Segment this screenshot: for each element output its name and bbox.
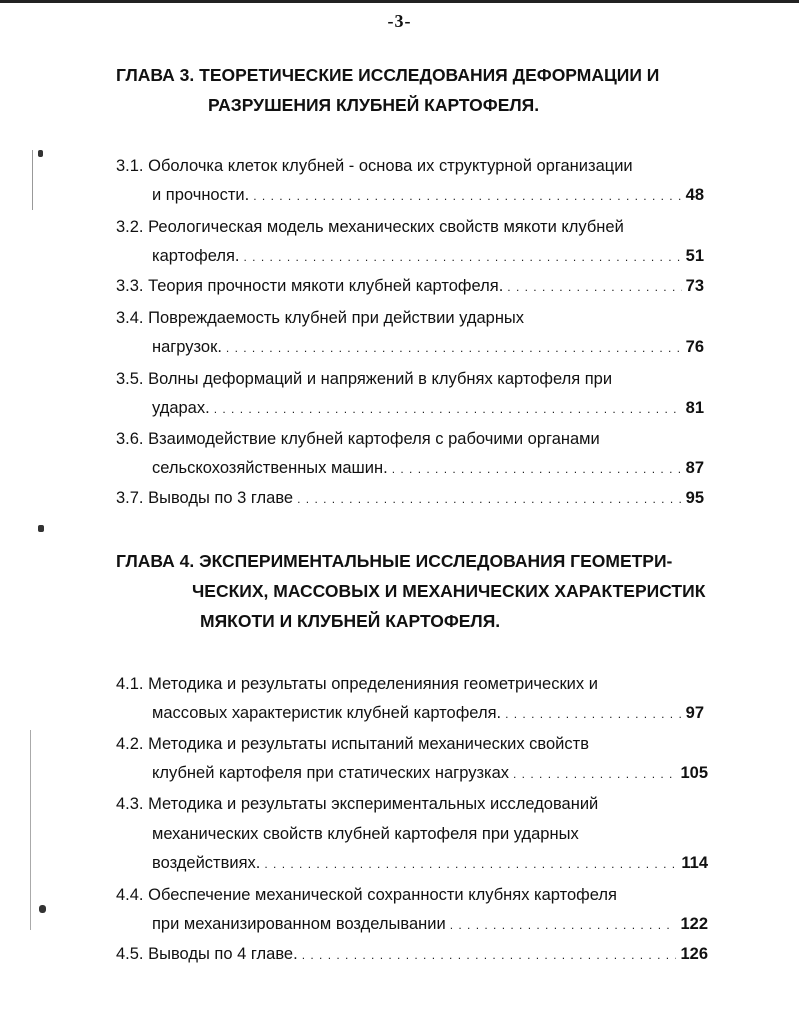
dot-leader xyxy=(392,459,682,478)
page-number: -3- xyxy=(387,11,412,31)
chapter-3-title-line-1: ГЛАВА 3. ТЕОРЕТИЧЕСКИЕ ИССЛЕДОВАНИЯ ДЕФОРМАЦИИ И xyxy=(116,65,660,85)
dot-leader xyxy=(214,399,682,418)
toc-entry-3-4-line-1: 3.4. Повреждаемость клубней при действии ударных xyxy=(116,309,525,327)
scan-line xyxy=(32,150,33,210)
toc-entry-4-2-page: 105 xyxy=(680,764,708,782)
toc-entry-4-3-line-1: 4.3. Методика и результаты экспериментальных исследований xyxy=(116,795,599,813)
toc-entry-3-1-page: 48 xyxy=(685,186,704,204)
toc-entry-4-5-label: 4.5. Выводы по 4 главе. xyxy=(116,945,298,963)
toc-entry-4-1-page: 97 xyxy=(685,704,704,722)
chapter-4-title-line-2: ЧЕСКИХ, МАССОВЫХ И МЕХАНИЧЕСКИХ ХАРАКТЕРИСТИК xyxy=(192,581,706,601)
toc-entry-3-5[interactable] xyxy=(152,399,704,419)
toc-entry-3-3-label: 3.3. Теория прочности мякоти клубней картофеля. xyxy=(116,277,504,295)
toc-entry-4-4-line-1: 4.4. Обеспечение механической сохранности клубнях картофеля xyxy=(116,886,617,904)
toc-entry-3-4-line-2: нагрузок. xyxy=(152,338,222,356)
scan-speck xyxy=(38,150,43,157)
toc-entry-3-4[interactable] xyxy=(152,338,704,358)
toc-entry-3-5-line-2: ударах. xyxy=(152,399,210,417)
dot-leader xyxy=(450,915,677,934)
toc-entry-3-6-line-1: 3.6. Взаимодействие клубней картофеля с рабочими органами xyxy=(116,430,600,448)
toc-entry-4-3-line-3: воздействиях. xyxy=(152,854,261,872)
toc-entry-4-5-page: 126 xyxy=(680,945,708,963)
toc-entry-3-1[interactable] xyxy=(152,186,704,206)
toc-entry-3-4-page: 76 xyxy=(685,338,704,356)
toc-entry-3-6-page: 87 xyxy=(685,459,704,477)
chapter-3-title-line-2: РАЗРУШЕНИЯ КЛУБНЕЙ КАРТОФЕЛЯ. xyxy=(208,95,540,115)
toc-entry-4-3-line-2: механических свойств клубней картофеля при ударных xyxy=(152,825,579,843)
toc-entry-4-2-line-2: клубней картофеля при статических нагрузках xyxy=(152,764,510,782)
toc-entry-3-7-label: 3.7. Выводы по 3 главе xyxy=(116,489,294,507)
toc-entry-4-1-line-1: 4.1. Методика и результаты определенияния геометрических и xyxy=(116,675,598,693)
toc-entry-4-4-line-2: при механизированном возделывании xyxy=(152,915,446,933)
dot-leader xyxy=(505,704,682,723)
toc-entry-4-3-page: 114 xyxy=(681,854,708,872)
toc-entry-3-1-line-2: и прочности. xyxy=(152,186,250,204)
dot-leader xyxy=(297,489,682,508)
chapter-4-title-line-3: МЯКОТИ И КЛУБНЕЙ КАРТОФЕЛЯ. xyxy=(200,611,501,631)
toc-entry-4-2-line-1: 4.2. Методика и результаты испытаний механических свойств xyxy=(116,735,589,753)
chapter-4-title-line-1: ГЛАВА 4. ЭКСПЕРИМЕНТАЛЬНЫЕ ИССЛЕДОВАНИЯ ГЕОМЕТРИ- xyxy=(116,551,673,571)
dot-leader xyxy=(264,854,677,873)
toc-entry-3-3-page: 73 xyxy=(685,277,704,295)
dot-leader xyxy=(226,338,682,357)
toc-entry-4-5[interactable] xyxy=(116,945,708,965)
toc-entry-3-2[interactable] xyxy=(152,247,704,267)
toc-entry-3-2-line-2: картофеля. xyxy=(152,247,240,265)
toc-entry-4-1[interactable] xyxy=(152,704,704,724)
toc-entry-4-1-line-2: массовых характеристик клубней картофеля. xyxy=(152,704,502,722)
scan-speck xyxy=(38,525,44,532)
top-rule xyxy=(0,0,799,3)
toc-entry-3-3[interactable] xyxy=(116,277,704,297)
toc-entry-3-2-line-1: 3.2. Реологическая модель механических свойств мякоти клубней xyxy=(116,218,624,236)
toc-entry-3-5-line-1: 3.5. Волны деформаций и напряжений в клубнях картофеля при xyxy=(116,370,613,388)
toc-entry-4-2[interactable] xyxy=(152,764,708,784)
toc-entry-3-2-page: 51 xyxy=(685,247,704,265)
toc-entry-3-6[interactable] xyxy=(152,459,704,479)
toc-entry-4-3[interactable] xyxy=(152,854,708,874)
toc-entry-3-5-page: 81 xyxy=(685,399,704,417)
dot-leader xyxy=(513,764,676,783)
scan-speck xyxy=(39,905,46,913)
dot-leader xyxy=(253,186,681,205)
dot-leader xyxy=(243,247,681,266)
toc-entry-4-4[interactable] xyxy=(152,915,708,935)
toc-entry-3-7[interactable] xyxy=(116,489,704,509)
toc-entry-3-7-page: 95 xyxy=(685,489,704,507)
toc-entry-3-1-line-1: 3.1. Оболочка клеток клубней - основа их структурной организации xyxy=(116,157,633,175)
scan-line xyxy=(30,730,31,930)
toc-entry-3-6-line-2: сельскохозяйственных машин. xyxy=(152,459,388,477)
dot-leader xyxy=(507,277,681,296)
dot-leader xyxy=(302,945,677,964)
toc-entry-4-4-page: 122 xyxy=(680,915,708,933)
